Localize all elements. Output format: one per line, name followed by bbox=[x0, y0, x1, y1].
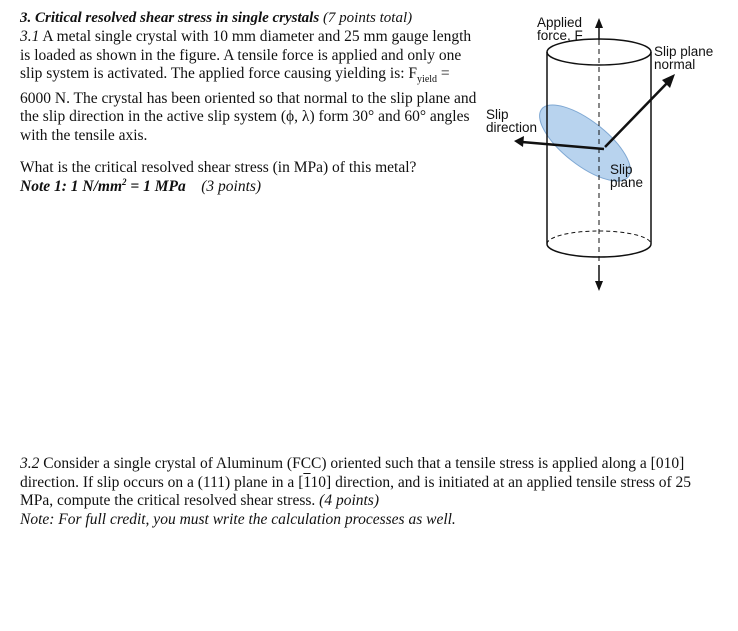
q2-points: (4 points) bbox=[319, 492, 379, 510]
q1-subscript: yield bbox=[417, 74, 438, 86]
slip-direction-label-1: Slip bbox=[486, 107, 509, 122]
q1-number: 3.1 bbox=[20, 28, 40, 45]
applied-force-label-2: force, F bbox=[537, 28, 583, 43]
slip-plane-label-2: plane bbox=[610, 175, 644, 190]
q1-question: What is the critical resolved shear stress (in MPa) of this metal? bbox=[20, 159, 417, 176]
q2-note: Note: For full credit, you must write the calculation processes as well. bbox=[20, 511, 456, 528]
question-3-1 bbox=[20, 28, 480, 146]
force-arrow-down-head bbox=[595, 281, 603, 291]
crystal-figure bbox=[480, 10, 738, 300]
slip-plane-label-1: Slip bbox=[610, 162, 633, 177]
question-title bbox=[20, 10, 412, 27]
normal-label-1: Slip plane bbox=[654, 44, 714, 59]
applied-force-label-1: Applied bbox=[537, 15, 583, 30]
q2-bar-digit: 1 bbox=[303, 473, 311, 491]
q2-body-a: Consider a single crystal of Aluminum (FCC) oriented such that a tensile stress is applied along a [010] direction. If slip occurs on a (111) plane in a [ bbox=[20, 455, 685, 491]
normal-arrow-line bbox=[605, 80, 670, 147]
q1-note bbox=[20, 177, 261, 196]
question-3-2 bbox=[20, 455, 720, 511]
q1-body-b: = 6000 N. The crystal has been oriented so that normal to the slip plane and the slip direction in the active slip system (ϕ, λ) form 30° and 60° angles with the tensile axis. bbox=[20, 65, 477, 145]
q2-number: 3.2 bbox=[20, 455, 40, 472]
normal-label-2: normal bbox=[654, 57, 696, 72]
title-points: (7 points total) bbox=[322, 10, 413, 26]
slip-direction-head bbox=[514, 136, 524, 147]
slip-direction-label-2: direction bbox=[486, 120, 538, 135]
note-points: (3 points) bbox=[201, 178, 262, 196]
q1-body-a: A metal single crystal with 10 mm diameter and 25 mm gauge length is loaded as shown in the figure. A tensile force is applied and only one slip system is activated. The applied force causing yielding is: F bbox=[20, 28, 472, 83]
title-main: 3. Critical resolved shear stress in single crystals bbox=[20, 10, 320, 26]
force-arrow-up-head bbox=[595, 18, 603, 28]
note-sup: 2 bbox=[122, 177, 127, 187]
note-rest: = 1 MPa bbox=[126, 178, 186, 196]
note-label: Note 1: 1 N/mm bbox=[20, 178, 123, 196]
q2-body-b: 10] direction, and is initiated at an applied tensile stress of 25 MPa, compute the critical resolved shear stress. bbox=[20, 473, 692, 510]
